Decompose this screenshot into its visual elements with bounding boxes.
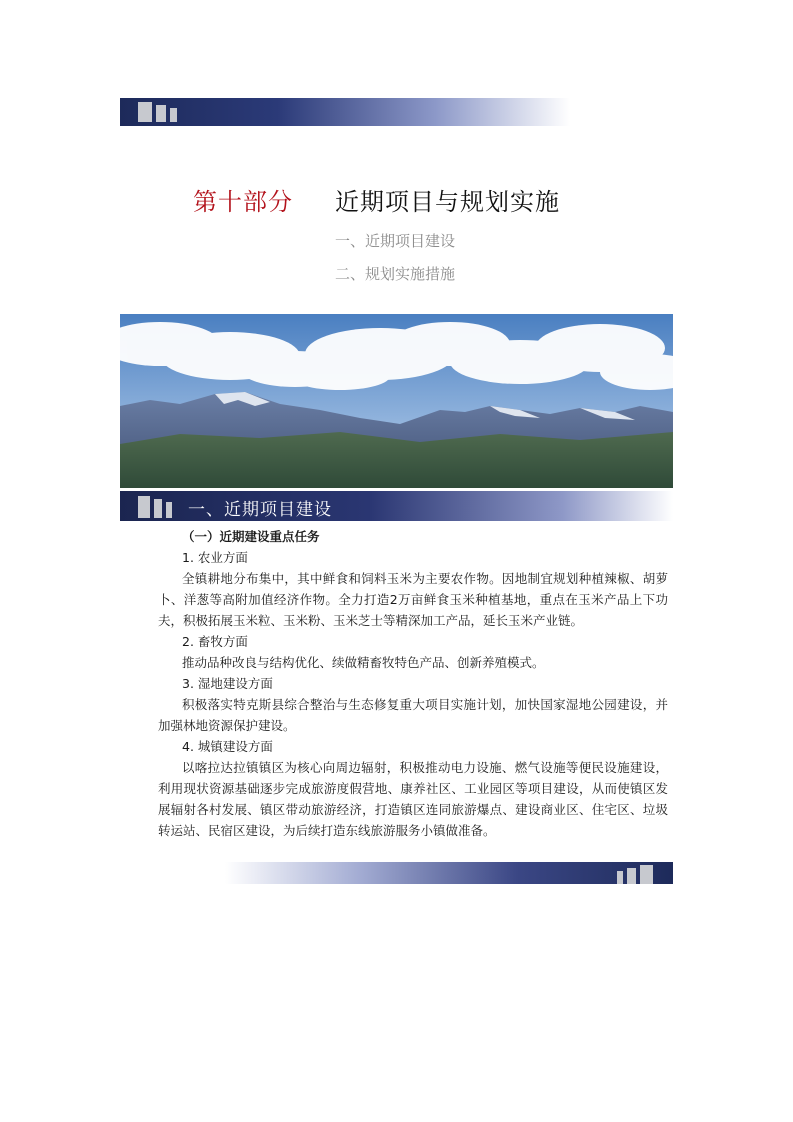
chapter-title (0, 182, 793, 218)
section-banner (120, 491, 673, 521)
item-paragraph: 全镇耕地分布集中，其中鲜食和饲料玉米为主要农作物。因地制宜规划种植辣椒、胡萝卜、洋葱等高附加值经济作物。全力打造2万亩鲜食玉米种植基地，重点在玉米产品上下功夫，积极拓展玉米粒、玉米粉、玉米芝士等精深加工产品，延长玉米产业链。 (158, 571, 668, 628)
item-title: 4. 城镇建设方面 (182, 739, 273, 754)
banner-block-icon (627, 868, 636, 884)
top-decorative-banner (120, 98, 570, 126)
banner-block-icon (617, 871, 623, 884)
banner-block-icon (156, 105, 166, 122)
banner-block-icon (154, 499, 162, 518)
toc-item-1: 一、近期项目建设 (335, 232, 456, 250)
item-paragraph: 积极落实特克斯县综合整治与生态修复重大项目实施计划，加快国家湿地公园建设，并加强林地资源保护建设。 (158, 697, 668, 733)
banner-block-icon (166, 502, 172, 518)
bottom-decorative-banner (225, 862, 673, 884)
banner-block-icon (138, 496, 150, 518)
subheading: （一）近期建设重点任务 (182, 529, 320, 544)
toc-item-2: 二、规划实施措施 (335, 265, 456, 283)
banner-block-icon (170, 108, 177, 122)
section-content (158, 526, 668, 841)
mountain-landscape-image (120, 314, 673, 488)
banner-block-icon (640, 865, 653, 884)
item-title: 2. 畜牧方面 (182, 634, 248, 649)
item-title: 1. 农业方面 (182, 550, 248, 565)
section-title: 一、近期项目建设 (188, 500, 332, 520)
banner-block-icon (138, 102, 152, 122)
part-title: 近期项目与规划实施 (335, 188, 560, 216)
item-paragraph: 以喀拉达拉镇镇区为核心向周边辐射，积极推动电力设施、燃气设施等便民设施建设，利用现状资源基础逐步完成旅游度假营地、康养社区、工业园区等项目建设，从而使镇区发展辐射各村发展、镇区带动旅游经济，打造镇区连同旅游爆点、建设商业区、住宅区、垃圾转运站、民宿区建设，为后续打造东线旅游服务小镇做准备。 (158, 760, 668, 838)
item-paragraph: 推动品种改良与结构优化、续做精畜牧特色产品、创新养殖模式。 (182, 655, 545, 670)
item-title: 3. 湿地建设方面 (182, 676, 273, 691)
part-label: 第十部分 (193, 188, 293, 216)
